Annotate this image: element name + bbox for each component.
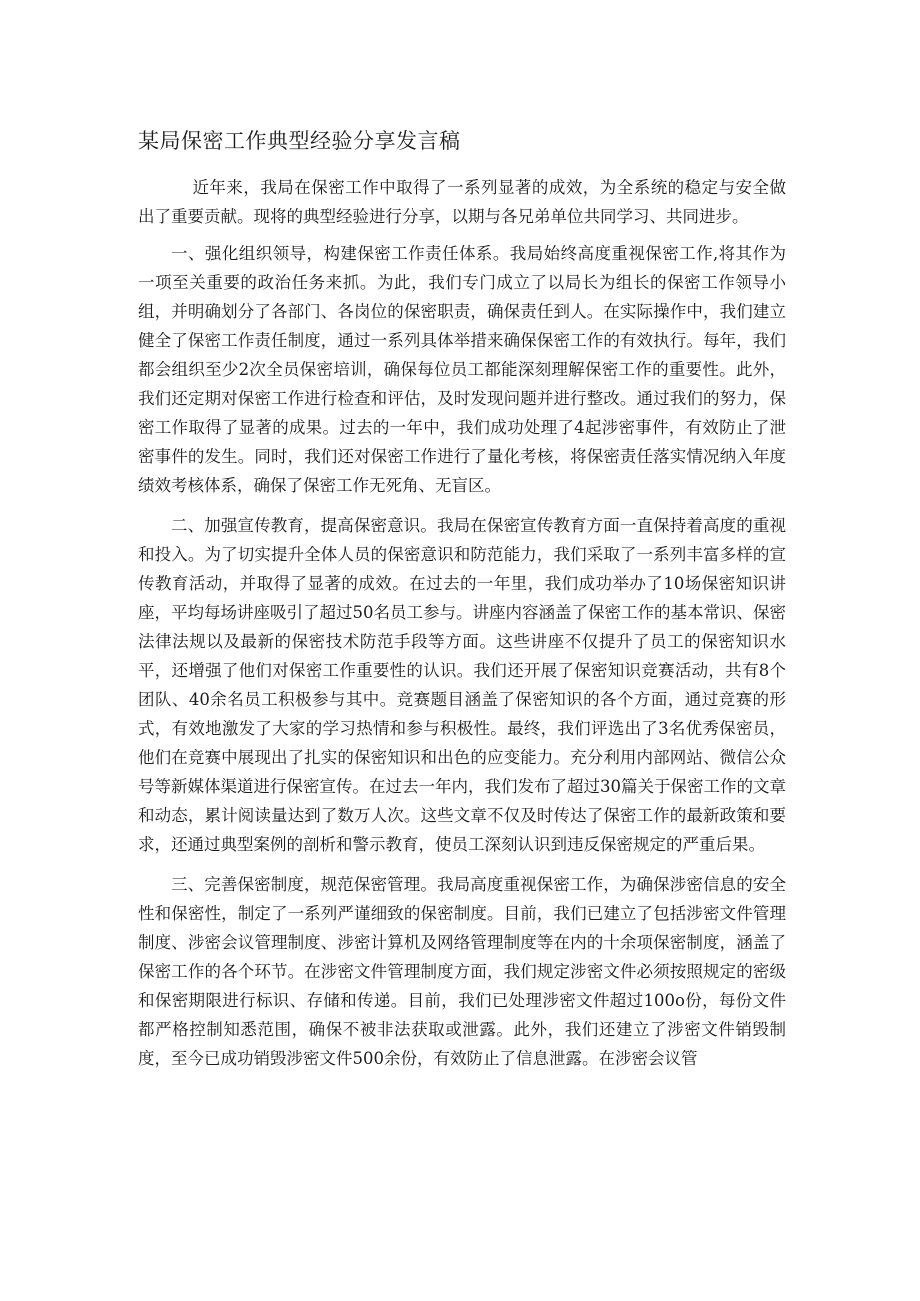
paragraph-section-1: 一、强化组织领导，构建保密工作责任体系。我局始终高度重视保密工作,将其作为一项至关重要的政治任务来抓。为此，我们专门成立了以局长为组长的保密工作领导小组，并明确划分了各部门、各岗位的保密职责，确保责任到人。在实际操作中，我们建立健全了保密工作责任制度，通过一系列具体举措来确保保密工作的有效执行。每年，我们都会组织至少2次全员保密培训，确保每位员工都能深刻理解保密工作的重要性。此外，我们还定期对保密工作进行检查和评估，及时发现问题并进行整改。通过我们的努力，保密工作取得了显著的成果。过去的一年中，我们成功处理了4起涉密事件，有效防止了泄密事件的发生。同时，我们还对保密工作进行了量化考核，将保密责任落实情况纳入年度绩效考核体系，确保了保密工作无死角、无盲区。	[138, 244, 786, 495]
document-body	[138, 173, 786, 1084]
paragraph-intro: 近年来，我局在保密工作中取得了一系列显著的成效，为全系统的稳定与安全做出了重要贡献。现将的典型经验进行分享，以期与各兄弟单位共同学习、共同进步。	[138, 178, 786, 226]
paragraph-section-3: 三、完善保密制度，规范保密管理。我局高度重视保密工作，为确保涉密信息的安全性和保密性，制定了一系列严谨细致的保密制度。目前，我们已建立了包括涉密文件管理制度、涉密会议管理制度、涉密计算机及网络管理制度等在内的十余项保密制度，涵盖了保密工作的各个环节。在涉密文件管理制度方面，我们规定涉密文件必须按照规定的密级和保密期限进行标识、存储和传递。目前，我们已处理涉密文件超过100o份，每份文件都严格控制知悉范围，确保不被非法获取或泄露。此外，我们还建立了涉密文件销毁制度，至今已成功销毁涉密文件500余份，有效防止了信息泄露。在涉密会议管	[138, 875, 786, 1068]
paragraph-section-2: 二、加强宣传教育，提高保密意识。我局在保密宣传教育方面一直保持着高度的重视和投入。为了切实提升全体人员的保密意识和防范能力，我们采取了一系列丰富多样的宣传教育活动，并取得了显著的成效。在过去的一年里，我们成功举办了10场保密知识讲座，平均每场讲座吸引了超过50名员工参与。讲座内容涵盖了保密工作的基本常识、保密法律法规以及最新的保密技术防范手段等方面。这些讲座不仅提升了员工的保密知识水平，还增强了他们对保密工作重要性的认识。我们还开展了保密知识竞赛活动，共有8个团队、40余名员工积极参与其中。竞赛题目涵盖了保密知识的各个方面，通过竞赛的形式，有效地激发了大家的学习热情和参与积极性。最终，我们评选出了3名优秀保密员，他们在竞赛中展现出了扎实的保密知识和出色的应变能力。充分利用内部网站、微信公众号等新媒体渠道进行保密宣传。在过去一年内，我们发布了超过30篇关于保密工作的文章和动态，累计阅读量达到了数万人次。这些文章不仅及时传达了保密工作的最新政策和要求，还通过典型案例的剖析和警示教育，使员工深刻认识到违反保密规定的严重后果。	[138, 516, 786, 854]
document-title: 某局保密工作典型经验分享发言稿	[138, 129, 461, 153]
